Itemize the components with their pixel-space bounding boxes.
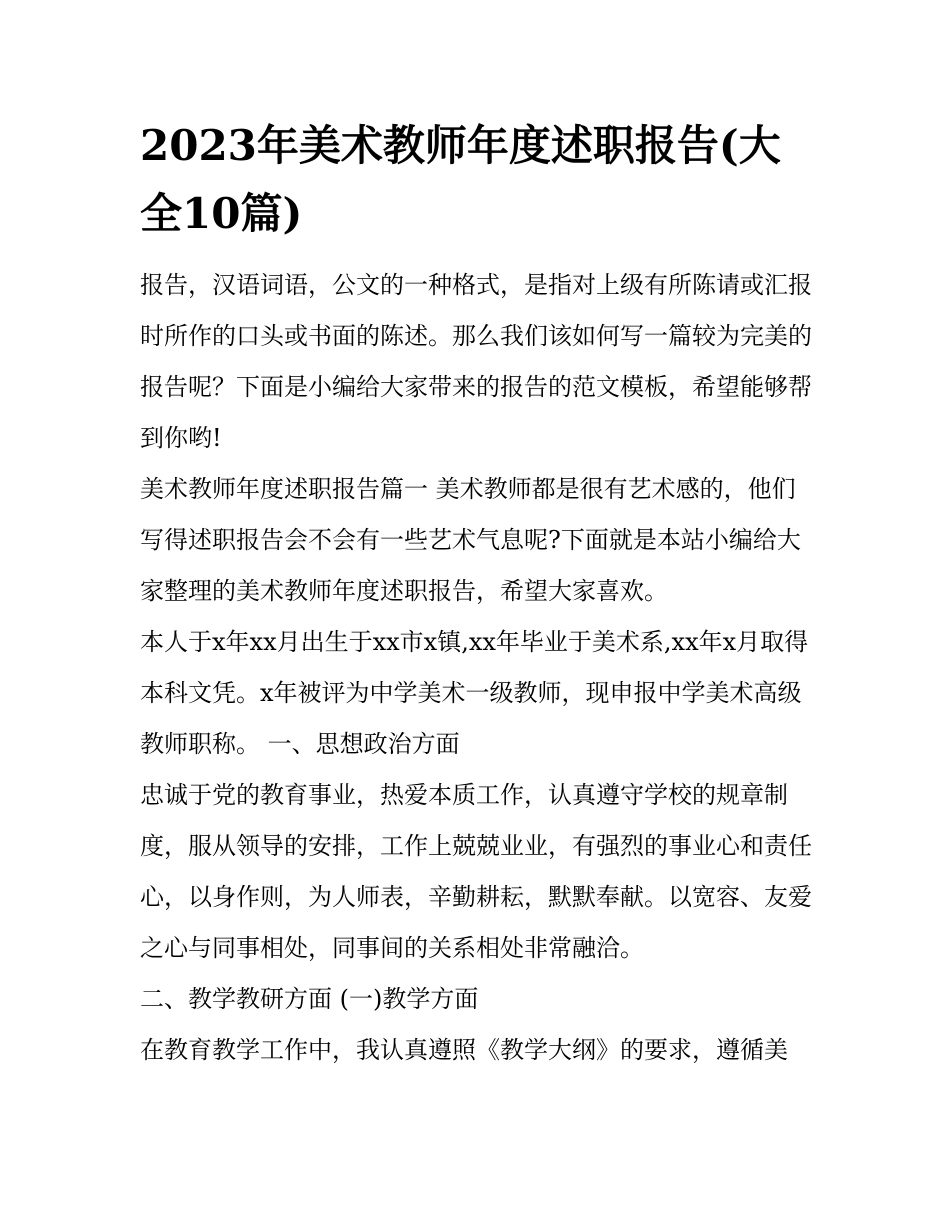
document-page <box>140 112 812 1076</box>
paragraph-teaching: 在教育教学工作中，我认真遵照《教学大纲》的要求，遵循美 <box>140 1036 788 1064</box>
paragraph-political: 忠诚于党的教育事业，热爱本质工作，认真遵守学校的规章制度，服从领导的安排，工作上兢兢业业，有强烈的事业心和责任心，以身作则，为人师表，辛勤耕耘，默默奉献。以宽容、友爱之心与同事相处，同事间的关系相处非常融洽。 <box>140 781 812 962</box>
paragraph-teaching-heading: 二、教学教研方面 (一)教学方面 <box>140 985 479 1013</box>
paragraph-personal-info: 本人于x年xx月出生于xx市x镇,xx年毕业于美术系,xx年x月取得本科文凭。x年被评为中学美术一级教师，现申报中学美术高级教师职称。 一、思想政治方面 <box>140 628 809 758</box>
paragraph-section-one: 美术教师年度述职报告篇一 美术教师都是很有艺术感的，他们写得述职报告会不会有一些艺术气息呢?下面就是本站小编给大家整理的美术教师年度述职报告，希望大家喜欢。 <box>140 475 801 605</box>
paragraph-intro: 报告，汉语词语，公文的一种格式，是指对上级有所陈请或汇报时所作的口头或书面的陈述。那么我们该如何写一篇较为完美的报告呢？下面是小编给大家带来的报告的范文模板，希望能够帮到你哟! <box>140 271 812 452</box>
document-title: 2023年美术教师年度述职报告(大全10篇) <box>140 121 781 238</box>
